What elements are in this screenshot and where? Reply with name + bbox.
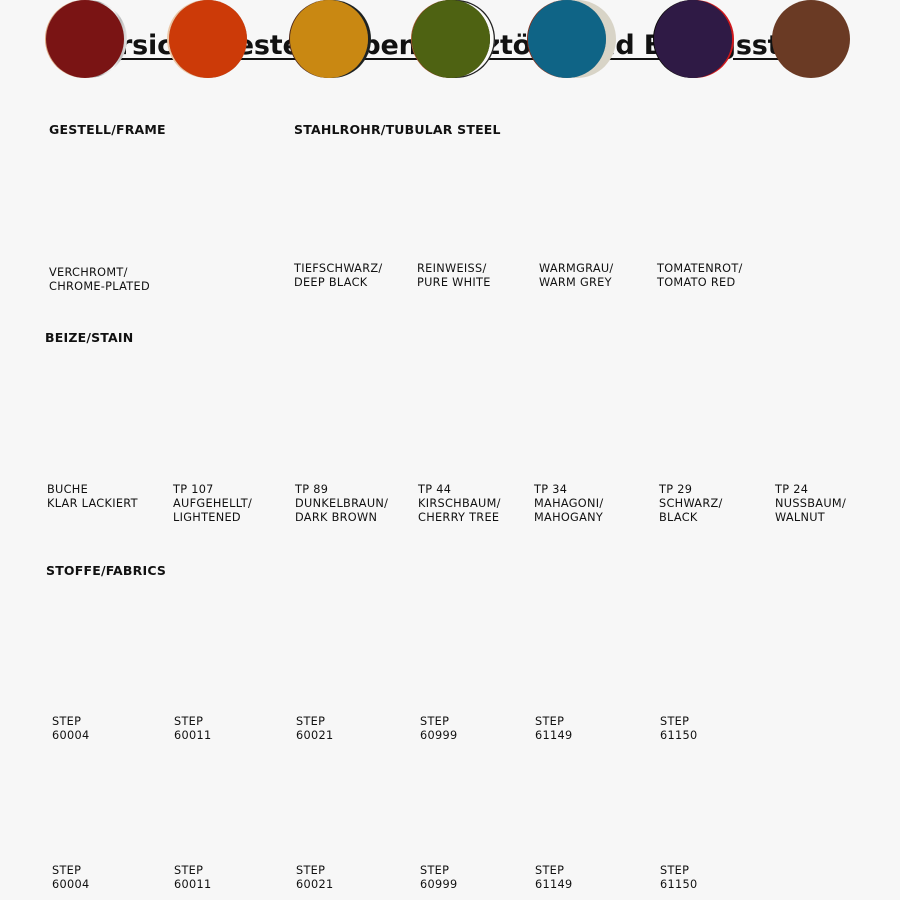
label-line: 60004 — [52, 878, 90, 891]
fabrics-row2-label-1 — [52, 864, 89, 892]
label-line: DUNKELBRAUN/ — [295, 497, 389, 510]
section-title-stain: BEIZE/STAIN — [45, 330, 134, 345]
label-line: 60999 — [420, 878, 458, 891]
label-line: SCHWARZ/ — [659, 497, 723, 510]
label-line: TP 24 — [775, 483, 809, 496]
stain-label-1 — [47, 483, 138, 511]
section-title-frame: GESTELL/FRAME — [49, 122, 166, 137]
label-line: TOMATENROT/ — [657, 262, 743, 275]
fabrics-row2-label-2 — [174, 864, 211, 892]
label-line: STEP — [660, 715, 690, 728]
label-line: WARMGRAU/ — [539, 262, 614, 275]
tubular-label-1 — [294, 262, 383, 290]
label-line: CHROME-PLATED — [49, 280, 150, 293]
label-line: MAHOGANY — [534, 511, 604, 524]
label-line: STEP — [535, 864, 565, 877]
fabrics-row2-swatch-5 — [528, 0, 606, 78]
label-line: 61150 — [660, 878, 698, 891]
label-line: TOMATO RED — [657, 276, 736, 289]
stain-label-2 — [173, 483, 252, 525]
fabrics-row2-swatch-4 — [412, 0, 490, 78]
fabrics-row2-label-3 — [296, 864, 333, 892]
label-line: STEP — [420, 864, 450, 877]
fabrics-row2-label-6 — [660, 864, 697, 892]
label-line: STEP — [174, 715, 204, 728]
label-line: 60021 — [296, 878, 334, 891]
label-line: BLACK — [659, 511, 698, 524]
label-line: STEP — [296, 864, 326, 877]
label-line: STEP — [52, 715, 82, 728]
fabrics-row1-label-5 — [535, 715, 572, 743]
tubular-label-3 — [539, 262, 614, 290]
label-line: STEP — [660, 864, 690, 877]
label-line: 60021 — [296, 729, 334, 742]
label-line: PURE WHITE — [417, 276, 491, 289]
fabrics-row2-swatch-3 — [290, 0, 368, 78]
label-line: WARM GREY — [539, 276, 612, 289]
label-line: 60999 — [420, 729, 458, 742]
label-line: DARK BROWN — [295, 511, 378, 524]
fabrics-row2-swatch-6 — [654, 0, 732, 78]
label-line: 61149 — [535, 729, 573, 742]
stain-label-5 — [534, 483, 603, 525]
label-line: DEEP BLACK — [294, 276, 368, 289]
label-line: TP 44 — [418, 483, 452, 496]
label-line: STEP — [52, 864, 82, 877]
label-line: REINWEISS/ — [417, 262, 487, 275]
stain-swatch-7 — [772, 0, 850, 78]
label-line: STEP — [420, 715, 450, 728]
section-title-tubular-steel: STAHLROHR/TUBULAR STEEL — [294, 122, 501, 137]
label-line: TIEFSCHWARZ/ — [294, 262, 383, 275]
label-line: 60011 — [174, 729, 212, 742]
tubular-label-4 — [657, 262, 743, 290]
label-line: 61149 — [535, 878, 573, 891]
fabrics-row1-label-6 — [660, 715, 697, 743]
stain-label-7 — [775, 483, 846, 525]
label-line: CHERRY TREE — [418, 511, 500, 524]
page-title: Übersicht Beiztöne Bezugsstoffe — [60, 30, 840, 61]
stain-label-3 — [295, 483, 388, 525]
label-line: AUFGEHELLT/ — [173, 497, 253, 510]
label-line: KLAR LACKIERT — [47, 497, 138, 510]
label-line: 60011 — [174, 878, 212, 891]
fabrics-row1-label-1 — [52, 715, 89, 743]
frame-label-1 — [49, 266, 150, 294]
label-line: TP 29 — [659, 483, 693, 496]
label-line: BUCHE — [47, 483, 89, 496]
fabrics-row1-label-2 — [174, 715, 211, 743]
label-line: MAHAGONI/ — [534, 497, 604, 510]
fabrics-row2-label-5 — [535, 864, 572, 892]
fabrics-row2-swatch-1 — [46, 0, 124, 78]
label-line: STEP — [174, 864, 204, 877]
stain-label-6 — [659, 483, 723, 525]
fabrics-row2-swatch-2 — [169, 0, 247, 78]
label-line: KIRSCHBAUM/ — [418, 497, 501, 510]
label-line: 61150 — [660, 729, 698, 742]
label-line: LIGHTENED — [173, 511, 241, 524]
label-line: TP 34 — [534, 483, 568, 496]
label-line: STEP — [535, 715, 565, 728]
label-line: VERCHROMT/ — [49, 266, 128, 279]
section-title-fabrics: STOFFE/FABRICS — [46, 563, 167, 578]
stain-label-4 — [418, 483, 501, 525]
label-line: WALNUT — [775, 511, 825, 524]
fabrics-row1-label-3 — [296, 715, 333, 743]
label-line: STEP — [296, 715, 326, 728]
fabrics-row1-label-4 — [420, 715, 457, 743]
label-line: 60004 — [52, 729, 90, 742]
label-line: TP 89 — [295, 483, 329, 496]
label-line: NUSSBAUM/ — [775, 497, 847, 510]
label-line: TP 107 — [173, 483, 214, 496]
fabrics-row2-label-4 — [420, 864, 457, 892]
tubular-label-2 — [417, 262, 491, 290]
